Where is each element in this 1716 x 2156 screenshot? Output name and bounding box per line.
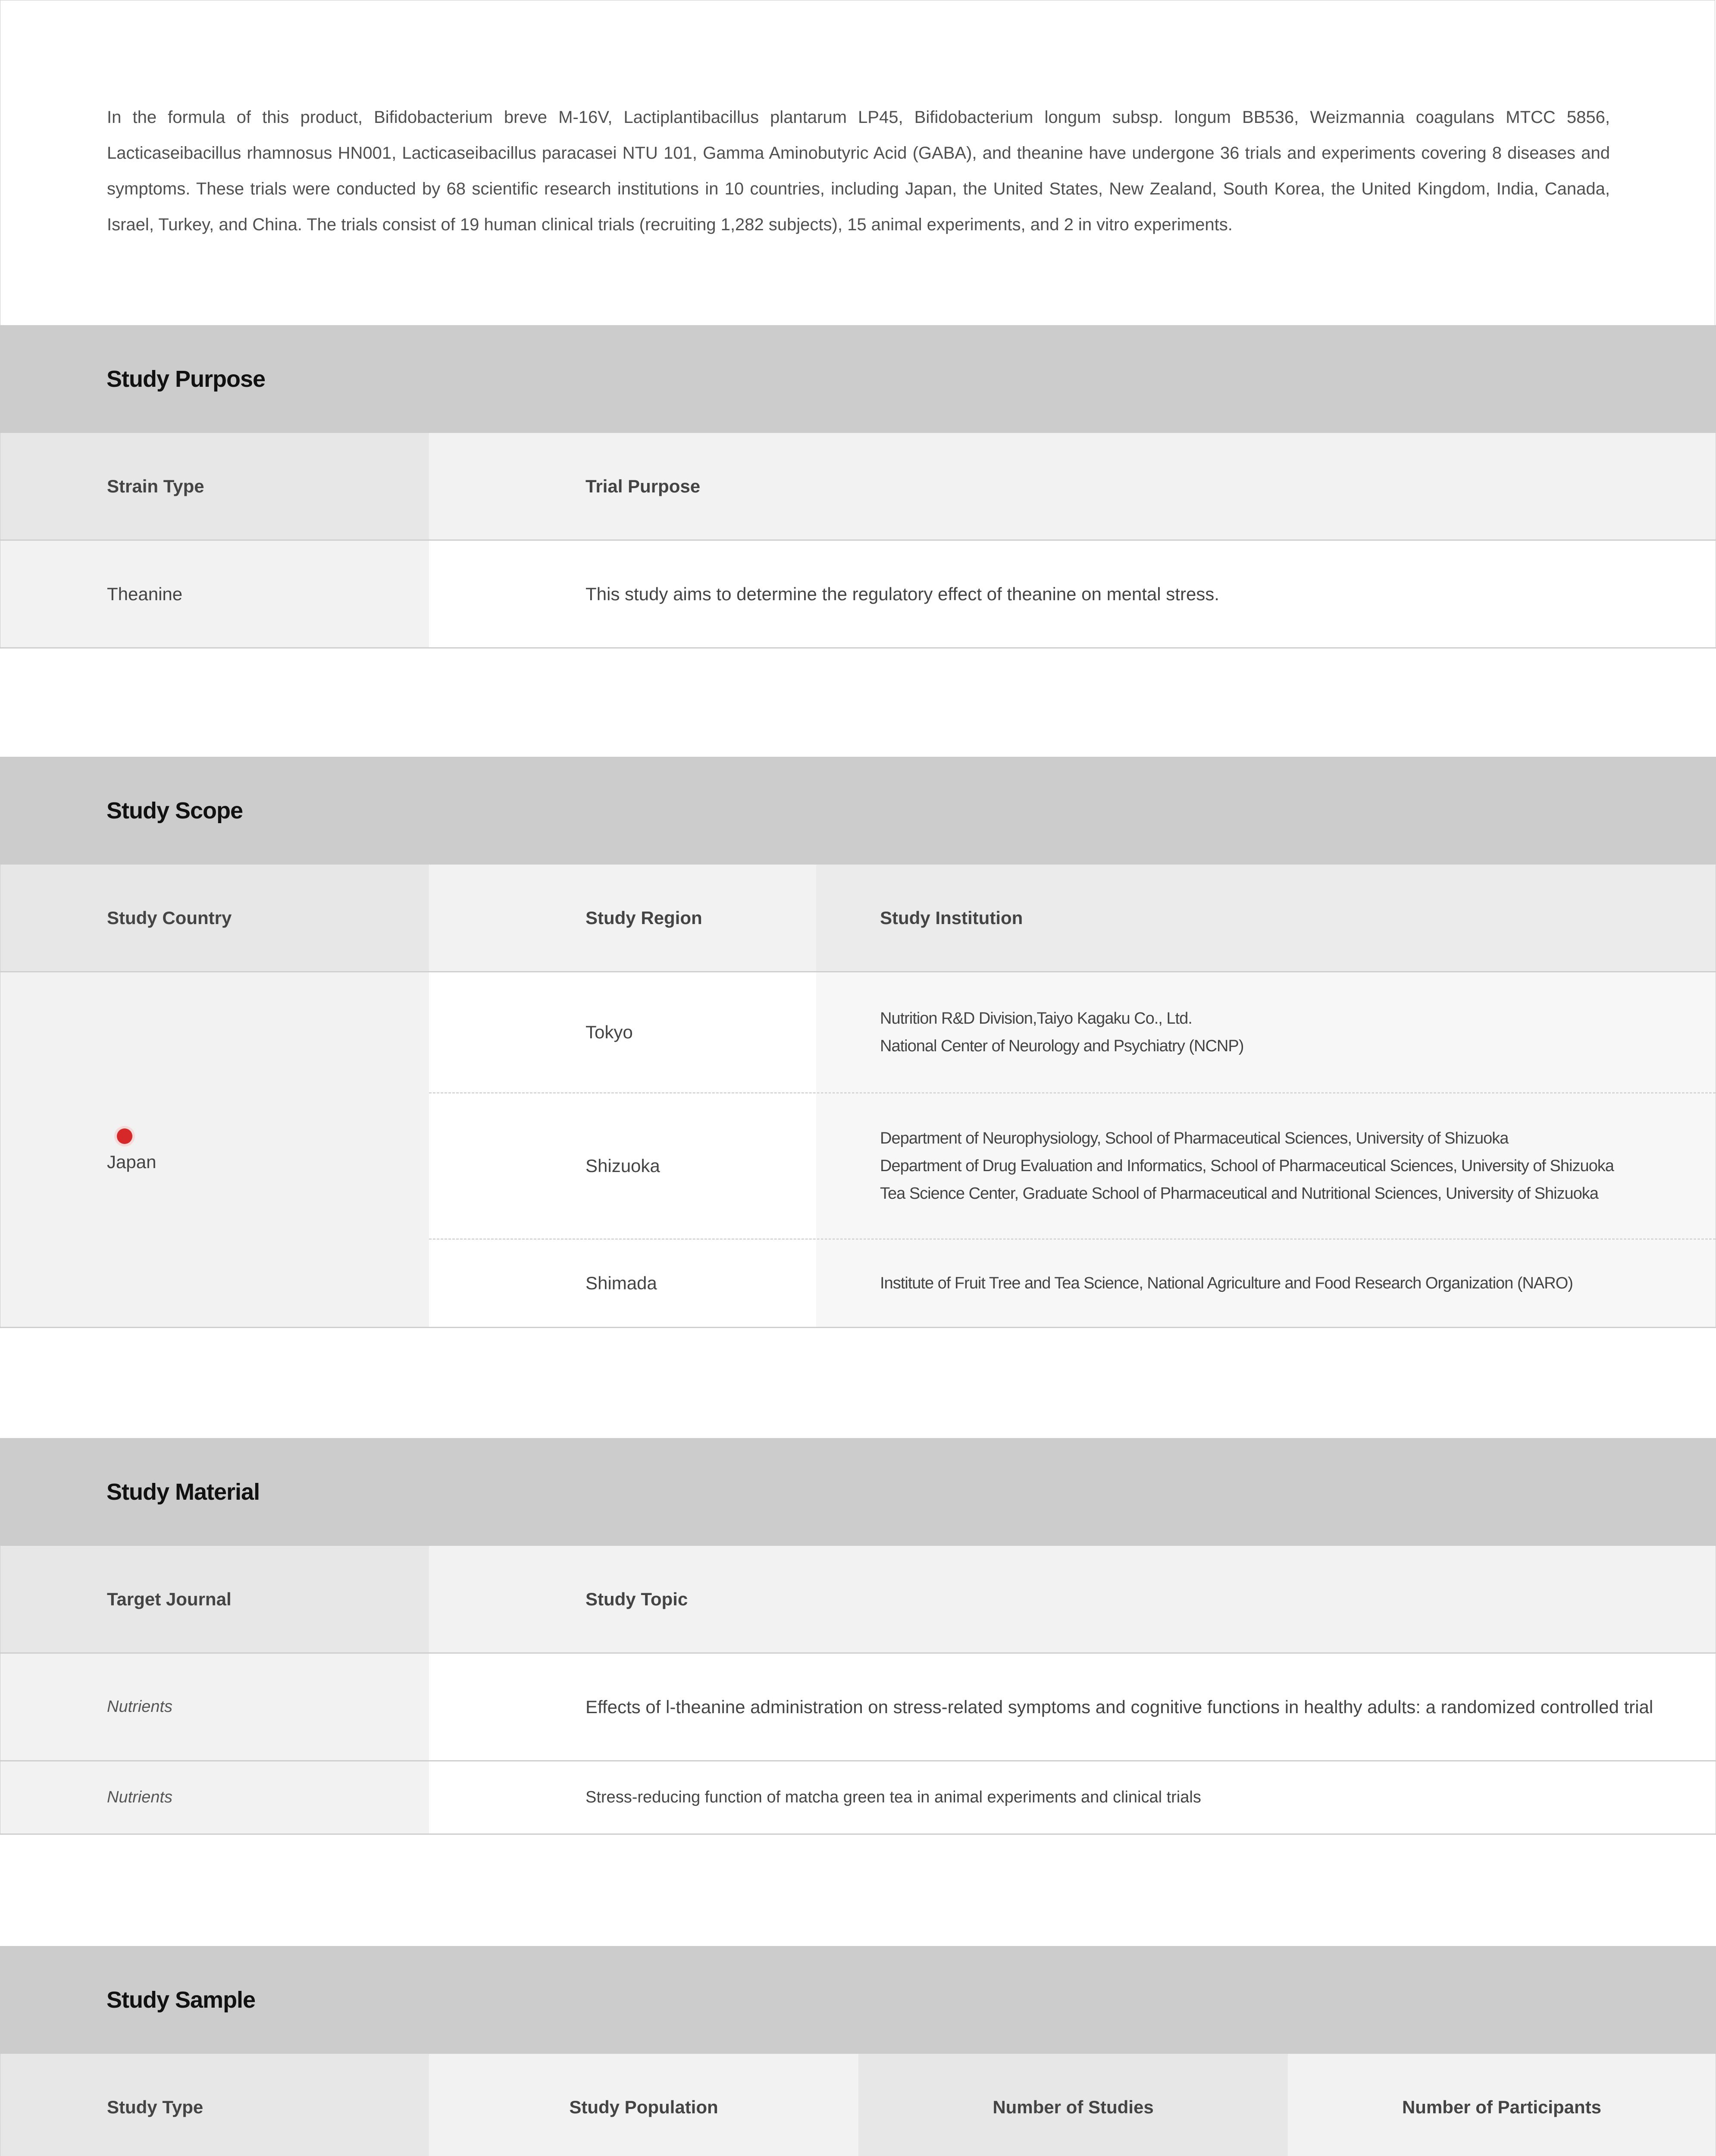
section-header — [0, 325, 1716, 433]
institution-item: Department of Drug Evaluation and Informatics, School of Pharmaceutical Sciences, University of Shizuoka — [880, 1157, 1614, 1175]
institution-list — [816, 972, 1716, 1092]
region-name: Shizuoka — [429, 1094, 816, 1238]
table-header-row — [0, 2054, 1716, 2156]
country-label: Japan — [107, 1152, 157, 1172]
study-purpose-section — [0, 325, 1716, 649]
header-target-journal: Target Journal — [0, 1546, 429, 1652]
journal-cell: Nutrients — [0, 1761, 429, 1833]
section-header — [0, 757, 1716, 865]
region-name: Shimada — [429, 1240, 816, 1327]
header-strain-type: Strain Type — [0, 433, 429, 539]
table-header-row — [0, 1546, 1716, 1654]
header-study-institution: Study Institution — [816, 865, 1716, 971]
institution-item: Institute of Fruit Tree and Tea Science, National Agriculture and Food Research Organization (NARO) — [880, 1274, 1573, 1292]
header-number-of-studies: Number of Studies — [858, 2054, 1288, 2156]
institution-item: Department of Neurophysiology, School of Pharmaceutical Sciences, University of Shizuoka — [880, 1129, 1509, 1147]
study-sample-section — [0, 1946, 1716, 2156]
institution-list — [816, 1094, 1716, 1238]
header-trial-purpose: Trial Purpose — [429, 433, 1716, 539]
study-material-section — [0, 1438, 1716, 1835]
header-study-topic: Study Topic — [429, 1546, 1716, 1652]
table-header-row — [0, 865, 1716, 972]
section-header — [0, 1438, 1716, 1546]
header-study-country: Study Country — [0, 865, 429, 971]
institution-item: Nutrition R&D Division,Taiyo Kagaku Co., Ltd. — [880, 1009, 1192, 1028]
header-study-type: Study Type — [0, 2054, 429, 2156]
section-title: Study Sample — [106, 1987, 256, 2013]
intro-text: In the formula of this product, Bifidobacterium breve M-16V, Lactiplantibacillus plantarum LP45, Bifidobacterium longum subsp. longum BB536, Weizmannia coagulans MTCC 5856, Lacticaseibacillus rhamnosus HN001, Lacticaseibacillus paracasei NTU 101, Gamma Aminobutyric Acid (GABA), and theanine have undergone 36 trials and experiments covering 8 diseases and symptoms. These trials were conducted by 68 scientific research institutions in 10 countries, including Japan, the United States, New Zealand, South Korea, the United Kingdom, India, Canada, Israel, Turkey, and China. The trials consist of 19 human clinical trials (recruiting 1,282 subjects), 15 animal experiments, and 2 in vitro experiments. — [107, 108, 1610, 234]
intro-panel — [0, 0, 1715, 325]
country-cell — [0, 972, 429, 1327]
institution-list — [816, 1240, 1716, 1327]
region-name: Tokyo — [429, 972, 816, 1092]
study-topic-cell: Effects of l-theanine administration on stress-related symptoms and cognitive functions in healthy adults: a randomized controlled trial — [429, 1654, 1716, 1760]
section-title: Study Purpose — [106, 366, 266, 392]
section-header — [0, 1946, 1716, 2054]
table-header-row — [0, 433, 1716, 541]
japan-flag-icon — [117, 1128, 132, 1144]
trial-purpose-cell: This study aims to determine the regulatory effect of theanine on mental stress. — [429, 541, 1716, 647]
table-row — [0, 541, 1716, 649]
section-title: Study Scope — [106, 798, 243, 824]
table-row — [0, 1761, 1716, 1835]
region-row-shimada — [429, 1240, 1716, 1327]
header-number-of-participants: Number of Participants — [1288, 2054, 1716, 2156]
section-title: Study Material — [106, 1479, 260, 1505]
institution-item: National Center of Neurology and Psychiatry (NCNP) — [880, 1037, 1244, 1055]
study-scope-section — [0, 757, 1716, 1328]
journal-cell: Nutrients — [0, 1654, 429, 1760]
strain-type-cell: Theanine — [0, 541, 429, 647]
header-study-region: Study Region — [429, 865, 816, 971]
study-topic-cell: Stress-reducing function of matcha green tea in animal experiments and clinical trials — [429, 1761, 1716, 1833]
scope-table-body — [0, 972, 1716, 1328]
header-study-population: Study Population — [429, 2054, 858, 2156]
region-row-tokyo — [429, 972, 1716, 1092]
region-row-shizuoka — [429, 1094, 1716, 1238]
table-row — [0, 1654, 1716, 1761]
institution-item: Tea Science Center, Graduate School of Pharmaceutical and Nutritional Sciences, University of Shizuoka — [880, 1185, 1598, 1203]
